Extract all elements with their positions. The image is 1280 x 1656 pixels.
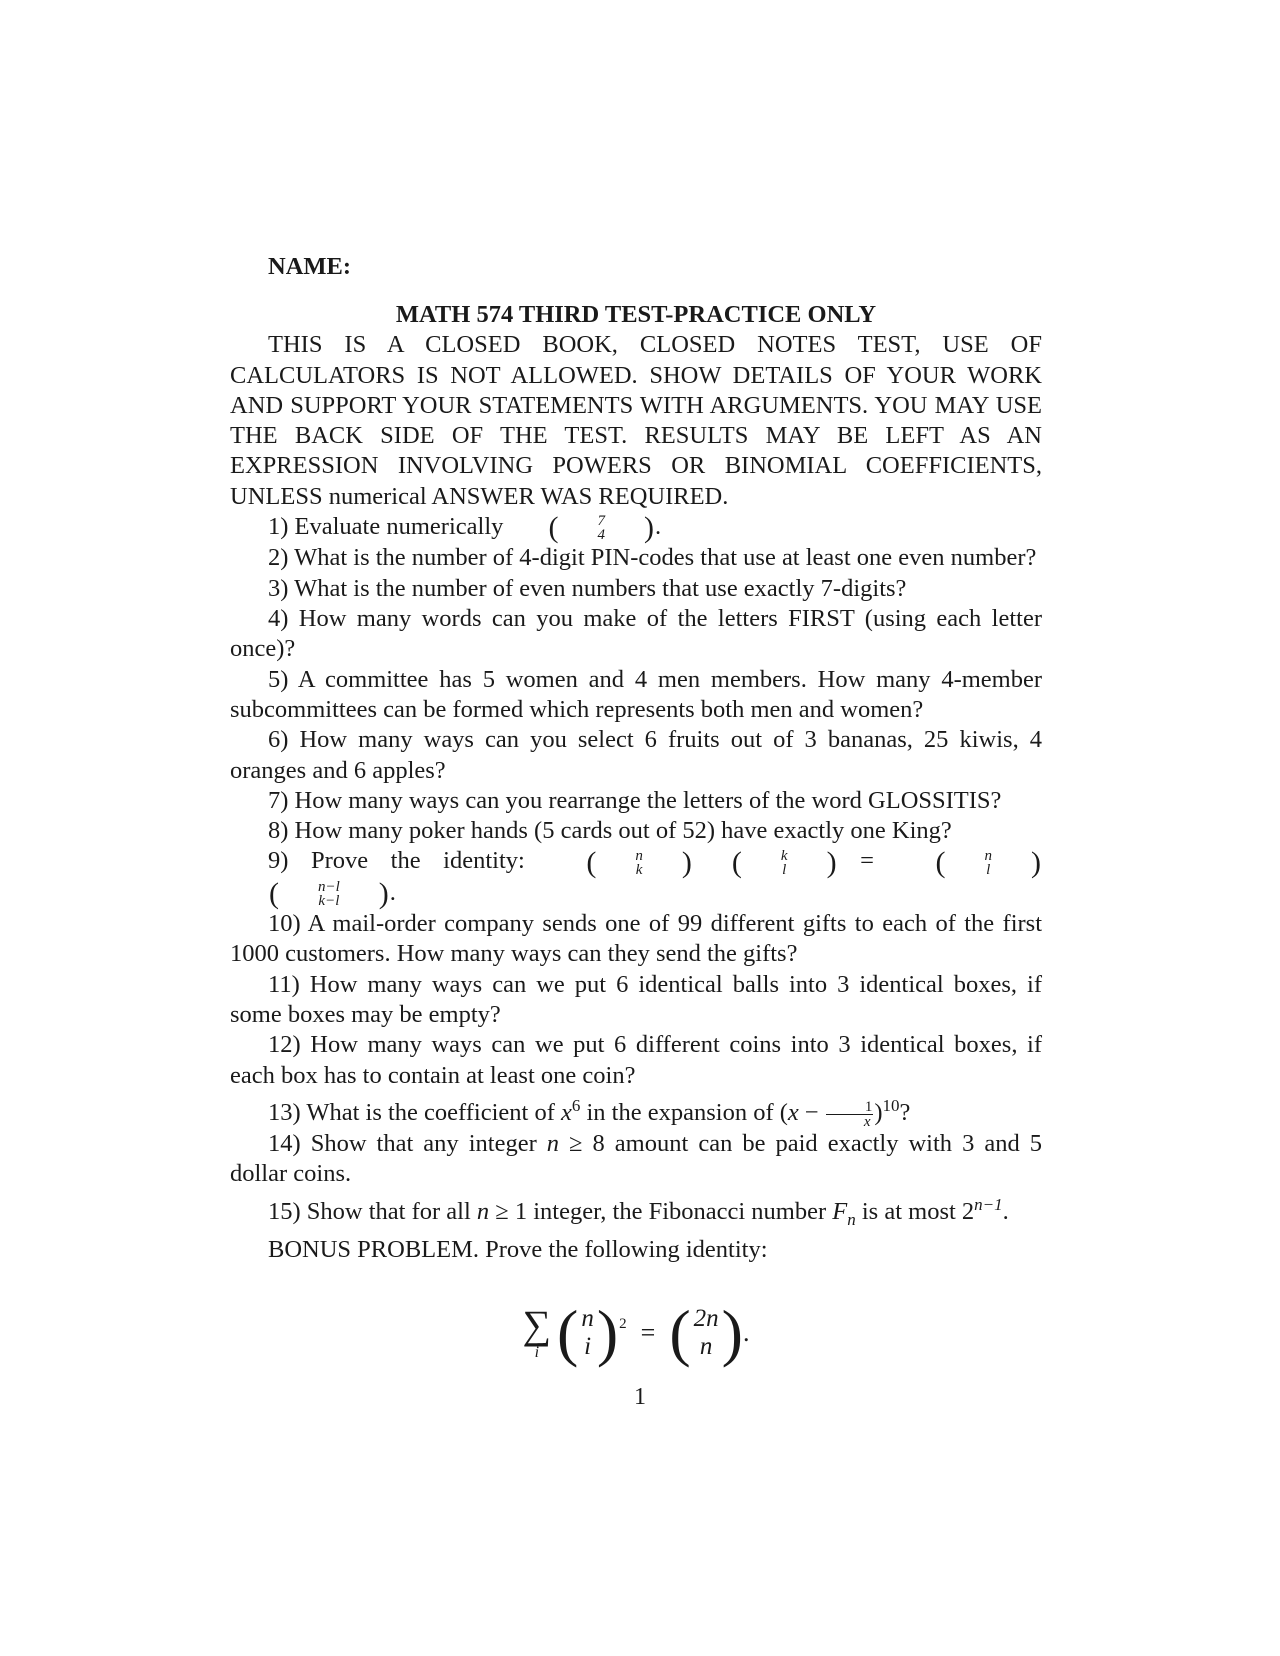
problem-4: 4) How many words can you make of the letters FIRST (using each letter once)? [230, 605, 1042, 663]
binomial-k-l: ( k l ) [731, 845, 837, 879]
variable-x: x [561, 1099, 572, 1127]
problem-13-text-b: in the expansion of ( [586, 1099, 788, 1127]
bonus-problem: BONUS PROBLEM. Prove the following identity: [268, 1235, 768, 1263]
square-exponent: 2 [619, 1316, 627, 1333]
problem-1-end: . [655, 513, 662, 541]
problem-5: 5) A committee has 5 women and 4 men members. How many 4-member subcommittees can be formed which represents both men and women? [230, 665, 1042, 723]
problem-7: 7) How many ways can you rearrange the letters of the word GLOSSITIS? [268, 786, 1002, 814]
fraction-1-over-x [826, 1100, 874, 1129]
variable-n: n [546, 1129, 560, 1157]
problem-15-text-a: 15) Show that for all [268, 1197, 471, 1225]
fraction-numerator: 1 [826, 1100, 874, 1115]
problem-12: 12) How many ways can we put 6 different coins into 3 identical boxes, if each box has to contain at least one coin? [230, 1031, 1042, 1089]
binomial-n-k: ( n k ) [586, 845, 692, 879]
problem-11: 11) How many ways can we put 6 identical balls into 3 identical boxes, if some boxes may be empty? [230, 970, 1042, 1029]
problem-1-text: 1) Evaluate numerically [268, 513, 504, 541]
close-paren: ) [874, 1099, 883, 1127]
equals-sign: = [640, 1318, 656, 1348]
problem-14-text-b: ≥ 8 amount can be paid exactly with 3 and 5 dollar coins. [230, 1129, 1042, 1188]
problem-6: 6) How many ways can you select 6 fruits out of 3 bananas, 25 kiwis, 4 oranges and 6 apples? [230, 726, 1042, 784]
bonus-identity [230, 1287, 1042, 1379]
page-number: 1 [634, 1384, 646, 1410]
summation-index: i [534, 1344, 540, 1362]
exponent-10: 10 [882, 1095, 900, 1115]
binom-bottom: 4 [597, 527, 605, 544]
summation [522, 1302, 552, 1362]
page-title: MATH 574 THIRD TEST-PRACTICE ONLY [395, 301, 877, 328]
problem-14-text-a: 14) Show that any integer [268, 1129, 537, 1157]
binom-top: 7 [597, 513, 605, 530]
problem-9 [230, 846, 1042, 909]
power-base: 2 [961, 1197, 975, 1225]
binom-top: n−l [318, 879, 340, 896]
binom-top: n [635, 847, 643, 864]
problem-9-text: 9) Prove the identity: [268, 847, 525, 875]
problem-9-end: . [389, 878, 396, 906]
problem-15-text-c: is at most [861, 1197, 956, 1225]
binomial-n-i: ( n i ) 2 [557, 1297, 627, 1369]
binom-top: 2n [693, 1305, 719, 1333]
equals-sign: = [860, 847, 874, 875]
binom-bottom: l [986, 861, 991, 878]
problem-15-end: . [1002, 1197, 1009, 1225]
binom-top: n [984, 847, 993, 864]
problem-1 [230, 512, 1042, 543]
fibonacci-symbol: F [832, 1197, 848, 1225]
problem-2: 2) What is the number of 4-digit PIN-codes that use at least one even number? [268, 544, 1037, 572]
problem-15-text-b: ≥ 1 integer, the Fibonacci number [495, 1197, 827, 1225]
variable-n: n [476, 1197, 490, 1225]
name-label: NAME: [268, 253, 352, 280]
problem-13-end: ? [899, 1099, 911, 1127]
test-page [230, 252, 1042, 1379]
binom-bottom: l [782, 861, 787, 878]
binomial-n-l: ( n l ) [935, 845, 1042, 879]
binom-bottom: i [584, 1333, 592, 1361]
minus-sign: − [798, 1099, 825, 1127]
binom-top: n [581, 1305, 594, 1333]
problem-13-text-a: 13) What is the coefficient of [268, 1099, 555, 1127]
binom-bottom: n [699, 1333, 713, 1361]
problem-15 [230, 1190, 1042, 1235]
problem-8: 8) How many poker hands (5 cards out of 52) have exactly one King? [268, 817, 952, 845]
problem-14 [230, 1129, 1042, 1190]
instructions: THIS IS A CLOSED BOOK, CLOSED NOTES TEST, USE OF CALCULATORS IS NOT ALLOWED. SHOW DETAILS OF YOUR WORK AND SUPPORT YOUR STATEMENTS WITH ARGUMENTS. YOU MAY USE THE BACK SIDE OF THE TEST. RESULTS MAY BE LEFT AS AN EXPRESSION INVOLVING POWERS OR BINOMIAL COEFFICIENTS, UNLESS numerical ANSWER WAS REQUIRED. [230, 331, 1042, 510]
problem-10: 10) A mail-order company sends one of 99 different gifts to each of the first 1000 customers. How many ways can they send the gifts? [230, 910, 1042, 968]
fraction-denominator: x [863, 1113, 871, 1130]
binomial-n-l-k-l: ( n−l k−l ) [269, 877, 389, 911]
problem-3: 3) What is the number of even numbers that use exactly 7-digits? [268, 574, 907, 602]
identity-end: . [742, 1318, 750, 1348]
exponent-6: 6 [571, 1095, 581, 1115]
binom-bottom: k−l [318, 893, 340, 910]
binomial-2n-n: ( 2n n ) [669, 1297, 743, 1369]
binomial-7-4: ( 7 4 ) [548, 511, 654, 545]
fibonacci-subscript: n [847, 1209, 856, 1229]
variable-x: x [787, 1099, 799, 1127]
summation-symbol: ∑ [522, 1302, 552, 1348]
binom-top: k [780, 847, 788, 864]
binom-bottom: k [635, 861, 643, 878]
power-exponent: n−1 [974, 1194, 1003, 1214]
problem-13 [230, 1091, 1042, 1129]
